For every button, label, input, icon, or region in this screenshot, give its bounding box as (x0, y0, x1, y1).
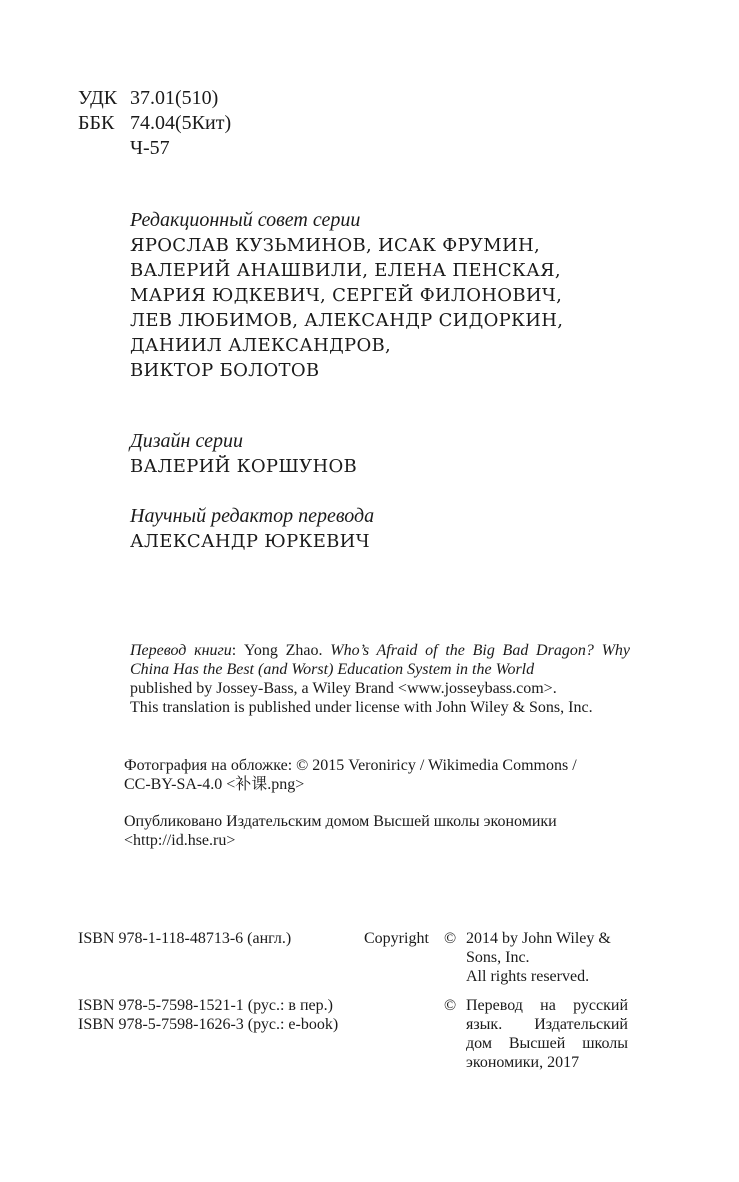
license-line: This translation is published under license with John Wiley & Sons, Inc. (130, 699, 593, 716)
copyright-line: Sons, Inc. (466, 949, 530, 966)
translation-copyright-symbol: © (444, 997, 457, 1014)
copyright-line: All rights reserved. (466, 968, 590, 985)
scientific-editor-name: АЛЕКСАНДР ЮРКЕВИЧ (130, 531, 370, 552)
copyright-line: 2014 by John Wiley & (466, 930, 611, 947)
editorial-board-line: МАРИЯ ЮДКЕВИЧ, СЕРГЕЙ ФИЛОНОВИЧ, (130, 285, 563, 306)
udk-row (78, 86, 218, 110)
original-publisher: published by Jossey-Bass, a Wiley Brand <www.josseybass.com>. (130, 680, 557, 697)
bbk-value: 74.04(5Кит) (130, 112, 232, 134)
translation-copyright-text: Перевод на русский язык. Издательский дом Высшей школы экономики, 2017 (466, 997, 628, 1071)
editorial-board-line: ВАЛЕРИЙ АНАШВИЛИ, ЕЛЕНА ПЕНСКАЯ, (130, 260, 561, 281)
author-mark-row (78, 136, 170, 160)
copyright-label: Copyright (364, 930, 429, 947)
udk-value: 37.01(510) (130, 87, 219, 109)
cover-photo-line: Фотография на обложке: © 2015 Veroniricy / Wikimedia Commons / (124, 757, 577, 774)
scientific-editor-heading: Научный редактор перевода (130, 505, 375, 527)
series-design (130, 429, 357, 479)
original-title: Who’s Afraid of the Big Bad Dragon? Why China Has the Best (and Worst) Education System in the World (130, 642, 631, 678)
editorial-board-heading: Редакционный совет серии (130, 209, 361, 231)
published-by-url: <http://id.hse.ru> (124, 832, 236, 849)
editorial-board-line: ЛЕВ ЛЮБИМОВ, АЛЕКСАНДР СИДОРКИН, (130, 310, 564, 331)
series-design-name: ВАЛЕРИЙ КОРШУНОВ (130, 456, 358, 477)
editorial-board-line: ВИКТОР БОЛОТОВ (130, 360, 320, 381)
series-design-heading: Дизайн серии (130, 430, 243, 452)
original-author: Yong Zhao. (243, 642, 323, 659)
translation-label: Перевод книги (130, 642, 232, 659)
published-by (124, 812, 630, 850)
isbn-russian-print: ISBN 978-5-7598-1521-1 (рус.: в пер.) (78, 997, 333, 1014)
isbn-english: ISBN 978-1-118-48713-6 (англ.) (78, 930, 292, 947)
isbn-russian-ebook: ISBN 978-5-7598-1626-3 (рус.: e-book) (78, 1016, 339, 1033)
editorial-board-line: ДАНИИЛ АЛЕКСАНДРОВ, (130, 335, 392, 356)
scientific-editor (130, 504, 374, 554)
copyright-symbol: © (444, 930, 457, 947)
translation-info: Перевод книги: Yong Zhao. Who’s Afraid of the Big Bad Dragon? Why China Has the Best (and Worst) Education System in the World published by Jossey-Bass, a Wiley Brand <www.josseybass.com>. This translation is published under license with John Wiley & Sons, Inc. (130, 642, 631, 716)
author-mark-value: Ч-57 (130, 137, 170, 159)
editorial-board-line: ЯРОСЛАВ КУЗЬМИНОВ, ИСАК ФРУМИН, (130, 235, 540, 256)
udk-label: УДК (78, 87, 118, 109)
copyright-original (466, 929, 628, 986)
bbk-row (78, 111, 231, 135)
bbk-label: ББК (78, 112, 115, 134)
cover-photo-line: CC-BY-SA-4.0 <补课.png> (124, 776, 305, 793)
published-by-line: Опубликовано Издательским домом Высшей школы экономики (124, 813, 557, 830)
editorial-board (130, 208, 563, 383)
cover-photo-credit (124, 756, 630, 794)
